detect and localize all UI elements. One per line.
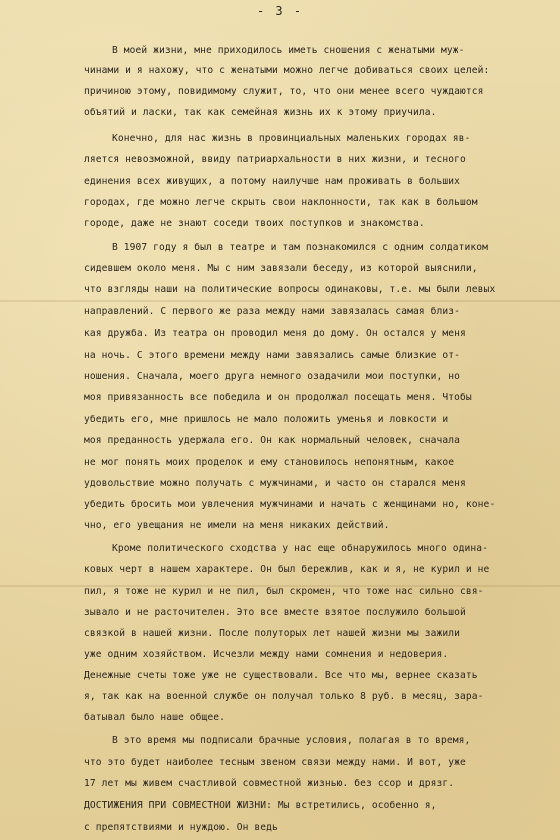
text-line: 17 лет мы живем счастливой совместной жизнью. без ссор и дрязг.	[84, 778, 455, 789]
text-line: объятий и ласки, так как семейная жизнь их к этому приучила.	[84, 107, 437, 118]
text-line: убедить бросить мои увлечения мужчинами и начать с женщинами но, коне-	[84, 499, 496, 510]
text-line: чно, его увещания не имели на меня никаких действий.	[84, 520, 390, 531]
text-line: Денежные счеты тоже уже не существовали. Все что мы, вернее сказать	[84, 670, 478, 681]
text-line: моя преданность удержала его. Он как нормальный человек, сначала	[84, 435, 461, 446]
text-line: сидевшем около меня. Мы с ним завязали беседу, из которой выяснили,	[84, 263, 478, 274]
text-line: В 1907 году я был в театре и там познакомился с одним солдатиком	[112, 242, 489, 253]
text-line: с препятствиями и нуждою. Он ведь	[84, 822, 278, 833]
text-line: связкой в нашей жизни. После полуторых лет нашей жизни мы зажили	[84, 628, 461, 639]
text-line: на ночь. С этого времени между нами завязались самые близкие от-	[84, 350, 461, 361]
text-line: я, так как на военной службе он получал только 8 руб. в месяц, зара-	[84, 691, 484, 702]
text-line: В это время мы подписали брачные условия, полагая в то время,	[112, 735, 471, 746]
text-line: направлений. С первого же раза между нами завязалась самая близ-	[84, 306, 461, 317]
text-line: батывал было наше общее.	[84, 712, 226, 723]
text-line: городах, где можно легче скрыть свои наклонности, так как в большом	[84, 197, 478, 208]
text-line: Кроме политического сходства у нас еще обнаружилось много одина-	[112, 543, 489, 554]
text-line: городе, даже не знают соседи твоих поступков и знакомства.	[84, 218, 425, 229]
text-line: удовольствие можно получать с мужчинами, и часто он старался меня	[84, 478, 466, 489]
text-line: зывало и не расточителен. Это все вместе взятое послужило большой	[84, 607, 466, 618]
page-number: - 3 -	[256, 4, 304, 18]
text-line: убедить его, мне пришлось не мало положить уменья и ловкости и	[84, 414, 449, 425]
text-line: уже одним хозяйством. Исчезли между нами сомнения и недоверия.	[84, 649, 449, 660]
text-line: что это будет наиболее тесным звеном связи между нами. И вот, уже	[84, 757, 466, 768]
text-line: В моей жизни, мне приходилось иметь сношения с женатыми муж-	[112, 45, 465, 56]
text-line: причиною этому, повидимому служит, то, что они менее всего чуждаются	[84, 86, 484, 97]
section-heading-line: ДОСТИЖЕНИЯ ПРИ СОВМЕСТНОЙ ЖИЗНИ: Мы встретились, особенно я,	[84, 800, 437, 811]
text-line: пил, я тоже не курил и не пил, был скромен, что тоже нас сильно свя-	[84, 586, 484, 597]
text-line: единения всех живущих, а потому наилучше нам проживать в больших	[84, 176, 461, 187]
text-line: ляется невозможной, ввиду патриархальности в них жизни, и тесного	[84, 154, 466, 165]
text-line: ковых черт в нашем характере. Он был бережлив, как и я, не курил и не	[84, 564, 490, 575]
text-line: не мог понять моих проделок и ему становилось непонятным, какое	[84, 457, 455, 468]
text-line: кая дружба. Из театра он проводил меня до дому. Он остался у меня	[84, 328, 466, 339]
text-line: Конечно, для нас жизнь в провинциальных маленьких городах яв-	[112, 133, 471, 144]
text-line: моя привязанность все победила и он продолжал посещать меня. Чтобы	[84, 392, 472, 403]
text-line: что взгляды наши на политические вопросы одинаковы, т.е. мы были левых	[84, 284, 496, 295]
text-line: ношения. Сначала, моего друга немного озадачили мои поступки, но	[84, 371, 461, 382]
text-line: чинами и я нахожу, что с женатыми можно легче добиваться своих целей:	[84, 65, 490, 76]
